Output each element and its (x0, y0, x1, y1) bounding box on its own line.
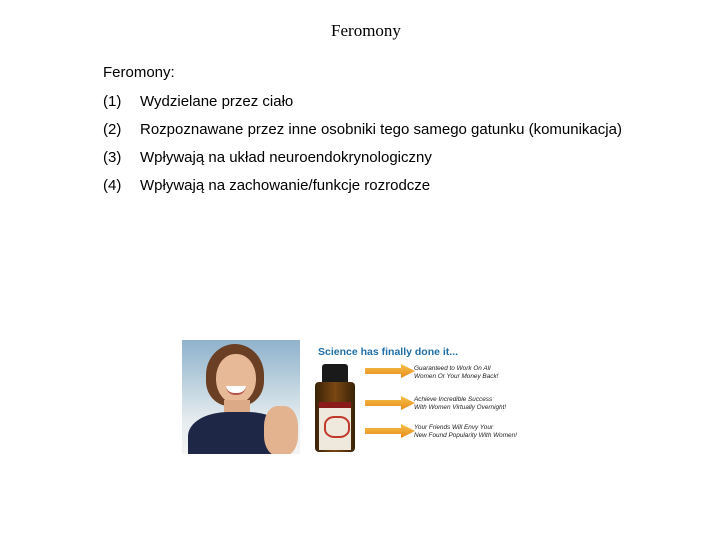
list-item-number: (2) (103, 121, 122, 138)
ad-claim: Achieve Incredible Success With Women Virtually Overnight! (414, 396, 507, 411)
pheromone-advertisement (182, 340, 537, 454)
slide-content (103, 64, 663, 205)
pheromone-bottle (313, 364, 359, 454)
list-item (103, 121, 663, 139)
list-item (103, 149, 663, 167)
list-item (103, 177, 663, 195)
slide-title: Feromony (331, 21, 401, 40)
arrow-right-icon (365, 396, 415, 410)
list-item (103, 93, 663, 111)
ad-claim: Your Friends Will Envy Your New Found Popularity With Women! (414, 424, 517, 439)
woman-photo (182, 340, 300, 454)
list-item-text: Wpływają na zachowanie/funkcje rozrodcze (140, 177, 431, 194)
intro-text: Feromony: (103, 64, 175, 81)
list-item-number: (1) (103, 93, 122, 110)
arrow-right-icon (365, 364, 415, 378)
ad-headline: Science has finally done it... (318, 346, 459, 358)
list-item-text: Wpływają na układ neuroendokrynologiczny (140, 149, 432, 166)
list-item-number: (3) (103, 149, 122, 166)
arrow-right-icon (365, 424, 415, 438)
list-item-text: Wydzielane przez ciało (140, 93, 294, 110)
list-item-text: Rozpoznawane przez inne osobniki tego samego gatunku (komunikacja) (140, 121, 622, 138)
ad-claim: Guaranteed to Work On All Women Or Your Money Back! (414, 365, 499, 380)
list-item-number: (4) (103, 177, 122, 194)
